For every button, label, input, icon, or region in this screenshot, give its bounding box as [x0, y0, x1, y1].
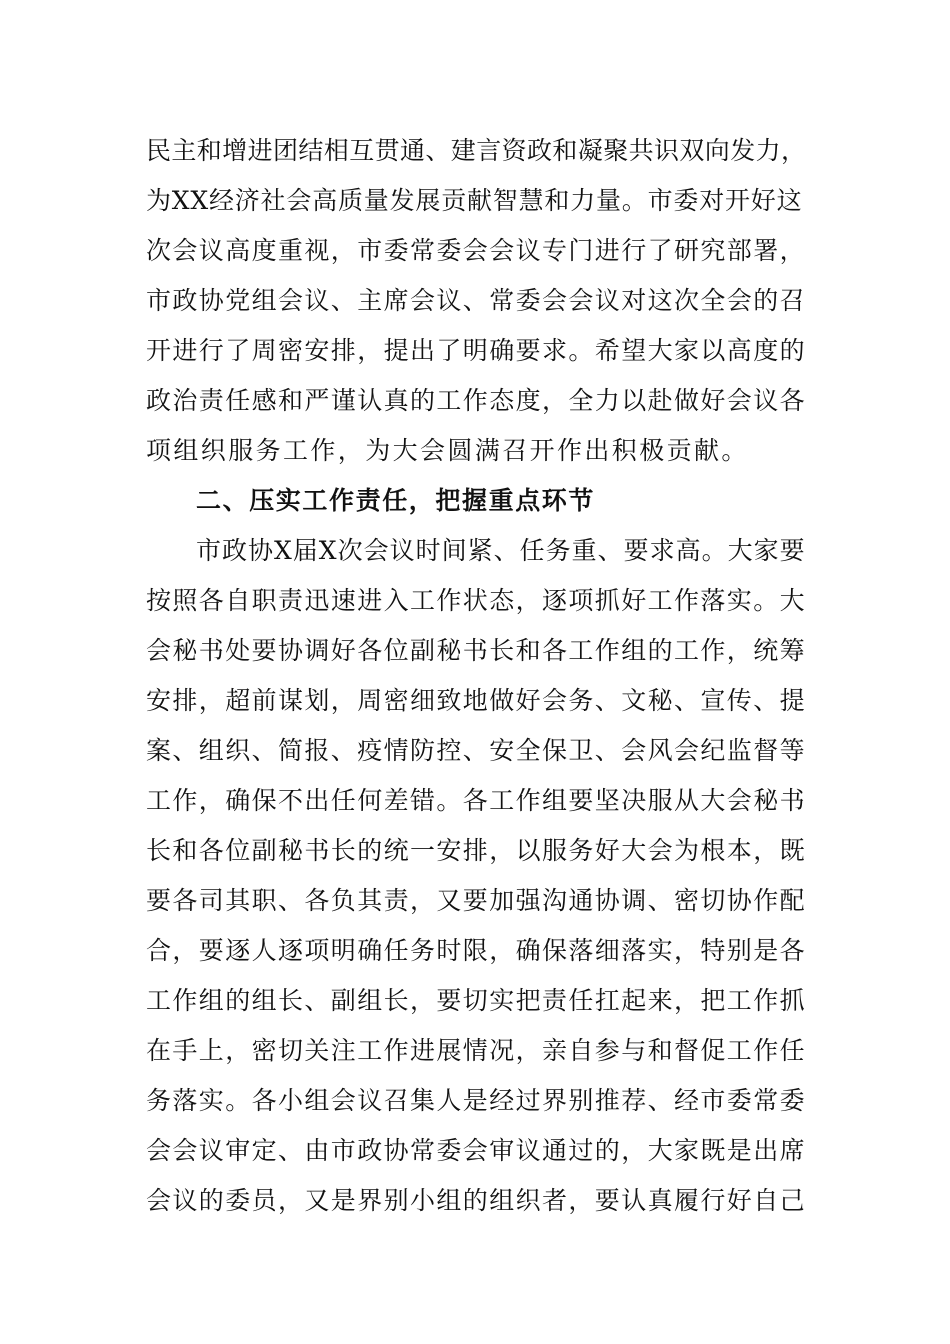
text-line: 案、组织、简报、疫情防控、安全保卫、会风会纪监督等	[146, 736, 807, 765]
text-line: 会会议审定、由市政协常委会审议通过的，大家既是出席	[146, 1136, 807, 1165]
text-line: 长和各位副秘书长的统一安排，以服务好大会为根本，既	[146, 836, 807, 865]
text-line: 在手上，密切关注工作进展情况，亲自参与和督促工作任	[146, 1036, 807, 1065]
text-line: 按照各自职责迅速进入工作状态，逐项抓好工作落实。大	[146, 586, 807, 615]
text-line: 开进行了周密安排，提出了明确要求。希望大家以高度的	[146, 336, 807, 365]
text-line: 会秘书处要协调好各位副秘书长和各工作组的工作，统筹	[146, 636, 807, 665]
text-line: 务落实。各小组会议召集人是经过界别推荐、经市委常委	[146, 1086, 807, 1115]
text-line: 要各司其职、各负其责，又要加强沟通协调、密切协作配	[146, 886, 807, 915]
text-line: 市政协党组会议、主席会议、常委会会议对这次全会的召	[146, 286, 807, 315]
text-line: 为XX经济社会高质量发展贡献智慧和力量。市委对开好这	[146, 186, 803, 215]
text-line: 项组织服务工作，为大会圆满召开作出积极贡献。	[146, 436, 749, 465]
text-line: 工作，确保不出任何差错。各工作组要坚决服从大会秘书	[146, 786, 807, 815]
text-line: 市政协X届X次会议时间紧、任务重、要求高。大家要	[196, 536, 806, 565]
text-line: 会议的委员，又是界别小组的组织者，要认真履行好自己	[146, 1186, 807, 1215]
text-line: 工作组的组长、副组长，要切实把责任扛起来，把工作抓	[146, 986, 807, 1015]
section-heading: 二、压实工作责任，把握重点环节	[196, 486, 596, 515]
text-line: 民主和增进团结相互贯通、建言资政和凝聚共识双向发力，	[146, 136, 807, 165]
text-line: 安排，超前谋划，周密细致地做好会务、文秘、宣传、提	[146, 686, 807, 715]
text-line: 次会议高度重视，市委常委会会议专门进行了研究部署，	[146, 236, 807, 265]
text-line: 合，要逐人逐项明确任务时限，确保落细落实，特别是各	[146, 936, 807, 965]
text-line: 政治责任感和严谨认真的工作态度，全力以赴做好会议各	[146, 386, 807, 415]
